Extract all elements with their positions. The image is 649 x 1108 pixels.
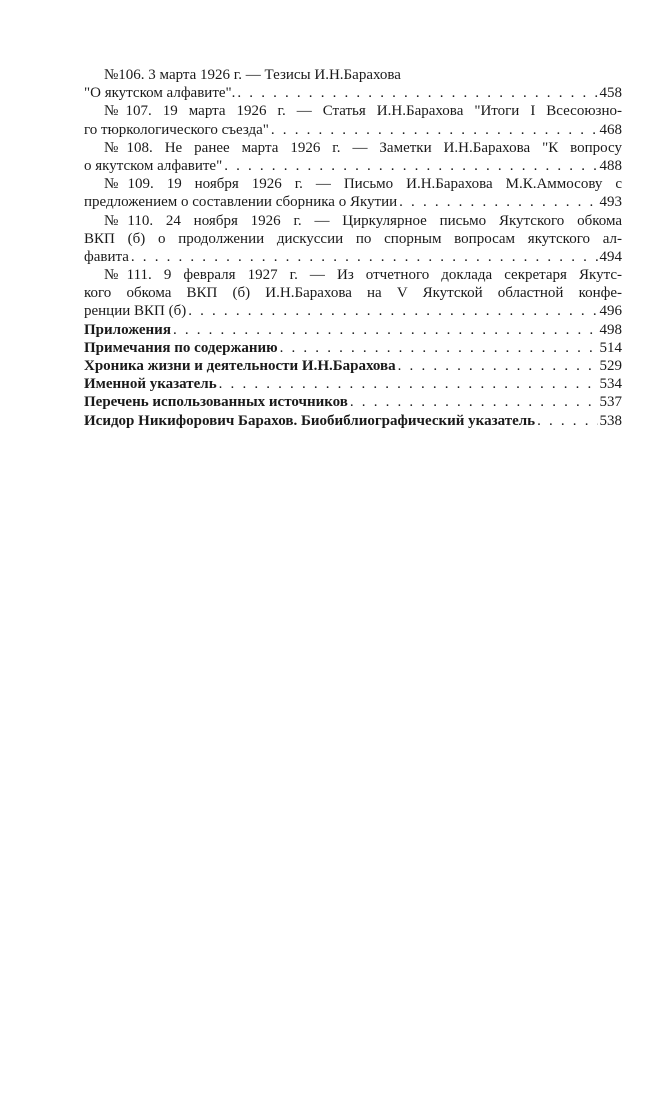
leader-dots — [398, 357, 598, 375]
leader-dots — [173, 321, 598, 339]
section-title: Исидор Никифорович Барахов. Биобиблиографический указатель — [84, 412, 536, 429]
toc-entry-text: №106. 3 марта 1926 г. — Тезисы И.Н.Барахова — [104, 67, 401, 83]
page-number: 514 — [599, 339, 622, 356]
toc-entry-108 — [84, 139, 622, 175]
page-number: 458 — [599, 85, 622, 102]
leader-dots — [280, 339, 598, 357]
leader-dots — [219, 375, 598, 393]
toc-entry-text: кого обкома ВКП (б) И.Н.Барахова на V Якутской областной конфе- — [84, 285, 622, 302]
section-title: Именной указатель — [84, 376, 217, 393]
leader-dots — [399, 193, 597, 211]
page-number: 468 — [599, 121, 622, 138]
leader-dots — [271, 121, 598, 139]
toc-entry-text: №108. Не ранее марта 1926 г. — Заметки И.Н.Барахова "К вопросу — [104, 139, 622, 156]
toc-section-biobibliography — [84, 412, 622, 430]
toc-entry-text: предложением о составлении сборника о Якутии — [84, 194, 398, 211]
leader-dots — [350, 393, 598, 411]
page-number: 488 — [599, 157, 622, 174]
toc-section-chronicle — [84, 357, 622, 375]
toc-entry-106 — [84, 66, 622, 102]
page-number: 493 — [599, 194, 622, 211]
toc-entry-text: о якутском алфавите" — [84, 157, 223, 174]
page-number: 529 — [599, 358, 622, 374]
section-title: Приложения — [84, 321, 171, 338]
table-of-contents — [84, 66, 622, 430]
page-number: 534 — [599, 376, 622, 393]
toc-section-notes — [84, 339, 622, 357]
leader-dots — [224, 157, 597, 175]
page-number: 494 — [599, 248, 622, 265]
toc-entry-text: фавита — [84, 248, 129, 265]
leader-dots — [237, 84, 597, 102]
toc-section-appendices — [84, 321, 622, 339]
toc-entry-text: №111. 9 февраля 1927 г. — Из отчетного доклада секретаря Якутс- — [104, 267, 622, 284]
toc-entry-text: №107. 19 марта 1926 г. — Статья И.Н.Барахова "Итоги I Всесоюзно- — [104, 103, 622, 120]
page-number: 496 — [599, 303, 622, 320]
toc-entry-107 — [84, 102, 622, 138]
toc-entry-text: "О якутском алфавите". — [84, 85, 236, 102]
toc-entry-111 — [84, 266, 622, 321]
leader-dots — [131, 248, 598, 266]
section-title: Хроника жизни и деятельности И.Н.Барахова — [84, 358, 396, 374]
leader-dots — [188, 302, 597, 320]
section-title: Примечания по содержанию — [84, 339, 278, 356]
toc-entry-text: №110. 24 ноября 1926 г. — Циркулярное письмо Якутского обкома — [104, 212, 622, 229]
leader-dots — [537, 412, 597, 430]
toc-entry-text: го тюркологического съезда" — [84, 121, 269, 138]
toc-entry-110 — [84, 212, 622, 267]
page-number: 498 — [599, 321, 622, 338]
toc-entry-text: №109. 19 ноября 1926 г. — Письмо И.Н.Барахова М.К.Аммосову с — [104, 176, 622, 193]
toc-section-sources — [84, 393, 622, 411]
toc-entry-text: ВКП (б) о продолжении дискуссии по спорным вопросам якутского ал- — [84, 230, 622, 247]
toc-entry-109 — [84, 175, 622, 211]
section-title: Перечень использованных источников — [84, 394, 348, 411]
page-number: 538 — [599, 412, 622, 429]
toc-entry-text: ренции ВКП (б) — [84, 303, 187, 320]
toc-section-name-index — [84, 375, 622, 393]
page-number: 537 — [599, 394, 622, 411]
